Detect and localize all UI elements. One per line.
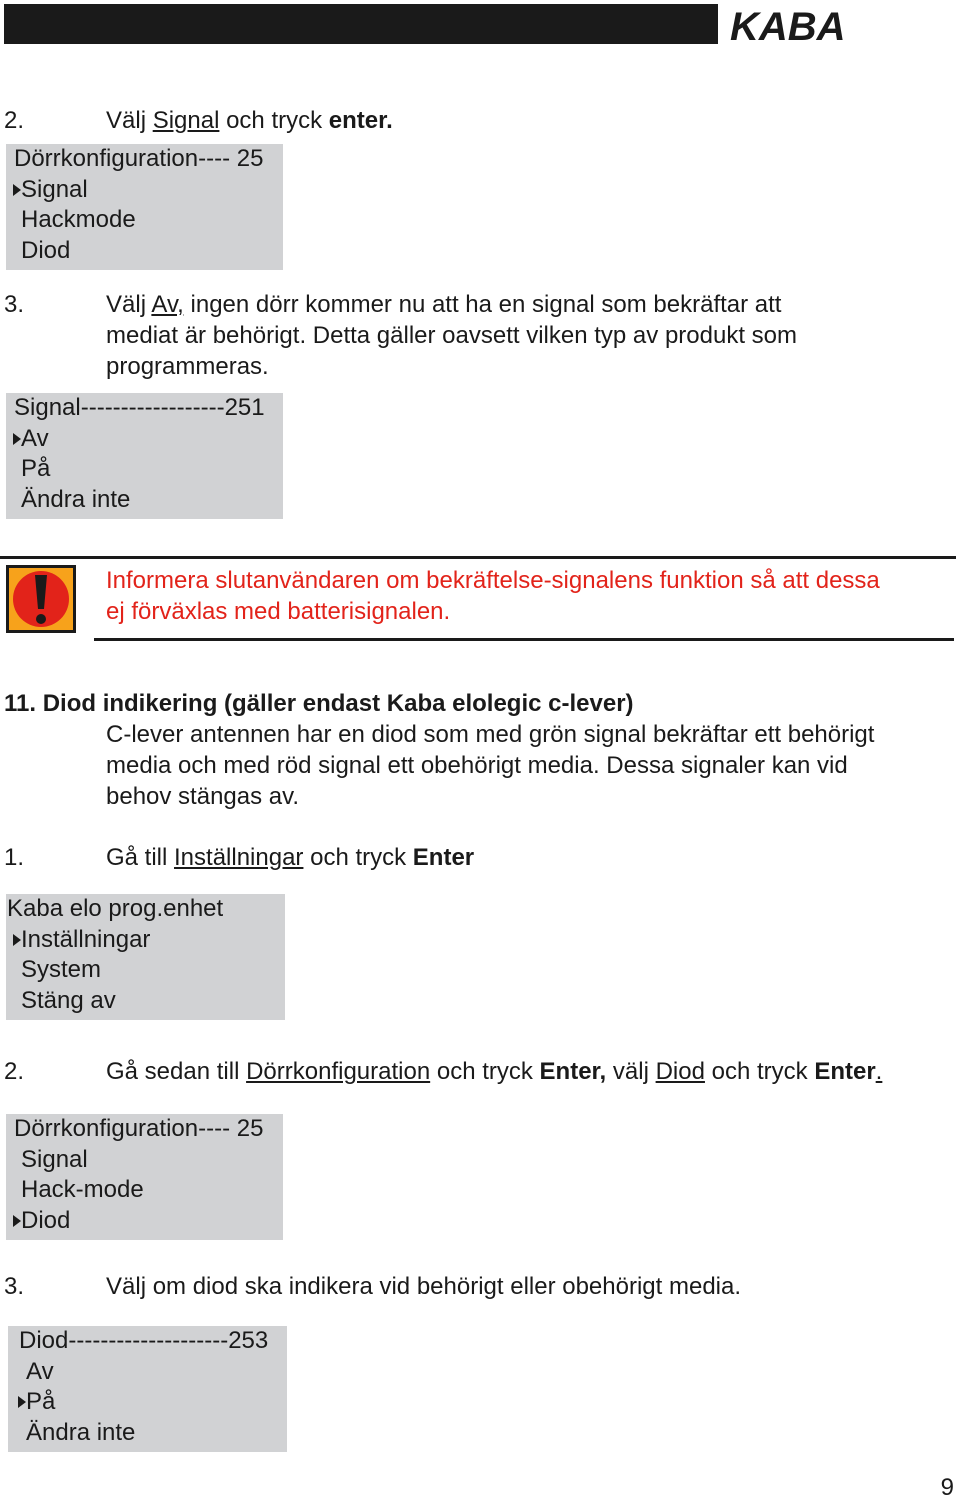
warning-text-line2: ej förväxlas med batterisignalen. — [106, 598, 451, 625]
selection-arrow-icon — [18, 1396, 26, 1408]
step-number: 3. — [4, 1273, 25, 1300]
lcd-title: Dörrkonfiguration---- 25 — [14, 145, 264, 172]
lcd-item: Av — [21, 424, 49, 452]
lcd-title: Dörrkonfiguration---- 25 — [14, 1115, 264, 1142]
diod-link: Diod — [655, 1058, 705, 1085]
warning-top-rule — [0, 556, 956, 559]
section-11-text-line1: C-lever antennen har en diod som med grön signal bekräftar ett behörigt — [106, 721, 875, 748]
lcd-main-menu — [6, 894, 285, 1020]
step-text-line2: mediat är behörigt. Detta gäller oavsett vilken typ av produkt som — [106, 322, 798, 349]
lcd-item: Stäng av — [21, 986, 116, 1014]
lcd-item: Hack-mode — [21, 1176, 144, 1203]
lcd-item: Av — [26, 1357, 54, 1385]
lcd-item: Ändra inte — [26, 1418, 136, 1446]
section-11-text-line3: behov stängas av. — [106, 783, 300, 810]
header-bar — [4, 4, 956, 44]
lcd-item: System — [21, 956, 102, 983]
lcd-diod-menu — [8, 1326, 287, 1452]
lcd-item: Inställningar — [21, 925, 151, 953]
lcd-item: Signal — [21, 1145, 88, 1173]
lcd-door-config-1 — [6, 144, 283, 270]
settings-link: Inställningar — [174, 844, 304, 871]
logo-area — [718, 4, 956, 44]
page-number: 9 — [940, 1474, 954, 1501]
selection-arrow-icon — [13, 433, 21, 445]
step-text-line1: Välj Av, ingen dörr kommer nu att ha en signal som bekräftar att — [106, 291, 782, 318]
section-11-heading: 11. Diod indikering (gäller endast Kaba elolegic c-lever) — [4, 690, 634, 717]
warning-text-line1: Informera slutanvändaren om bekräftelse-signalens funktion så att dessa — [106, 567, 880, 594]
step-number: 1. — [4, 844, 25, 871]
section-11-text-line2: media och med röd signal ett obehörigt media. Dessa signaler kan vid — [106, 752, 848, 779]
selection-arrow-icon — [13, 1215, 21, 1227]
step-text: Gå sedan till Dörrkonfiguration och tryck Enter, välj Diod och tryck Enter. — [106, 1058, 883, 1085]
step-text: Välj om diod ska indikera vid behörigt eller obehörigt media. — [106, 1273, 742, 1300]
step-3-select-off — [4, 289, 954, 385]
selection-arrow-icon — [13, 184, 21, 196]
lcd-title: Signal------------------251 — [14, 394, 265, 421]
lcd-signal-menu — [6, 393, 283, 519]
step-text-line3: programmeras. — [106, 353, 269, 380]
step-number: 2. — [4, 107, 25, 134]
lcd-item: Hackmode — [21, 206, 136, 233]
lcd-item: Diod — [21, 1206, 71, 1234]
av-link: Av, — [151, 291, 184, 318]
warning-exclamation-icon — [6, 565, 76, 633]
warning-bottom-rule — [94, 638, 954, 641]
lcd-title: Diod--------------------253 — [19, 1327, 269, 1354]
step-text: Gå till Inställningar och tryck Enter — [106, 844, 475, 871]
lcd-item: Signal — [21, 175, 88, 203]
step-number: 3. — [4, 291, 25, 318]
lcd-item: På — [21, 455, 51, 482]
lcd-title: Kaba elo prog.enhet — [7, 895, 224, 922]
step-text: Välj Signal och tryck enter. — [106, 107, 393, 134]
lcd-item: Ändra inte — [21, 485, 131, 513]
lcd-item: Diod — [21, 236, 71, 264]
kaba-logo — [728, 4, 888, 44]
lcd-item: På — [26, 1388, 56, 1415]
door-config-link: Dörrkonfiguration — [246, 1058, 431, 1085]
selection-arrow-icon — [13, 934, 21, 946]
svg-text:KABA: KABA — [730, 5, 846, 44]
lcd-door-config-2 — [6, 1114, 283, 1240]
signal-link: Signal — [152, 107, 220, 134]
step-number: 2. — [4, 1058, 25, 1085]
